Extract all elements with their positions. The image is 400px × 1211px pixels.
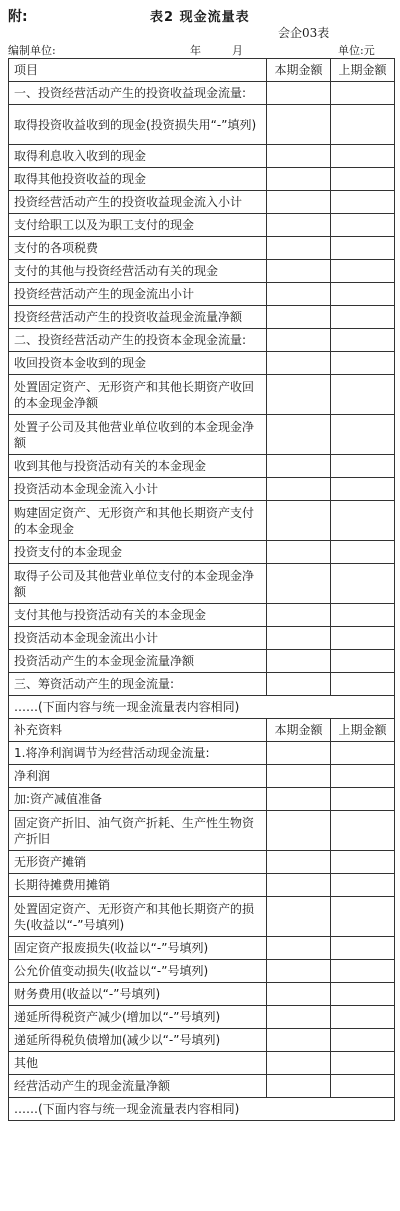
table-row bbox=[9, 105, 395, 145]
previous-amount-cell bbox=[331, 897, 395, 937]
previous-amount-cell bbox=[331, 983, 395, 1006]
row-label: 1.将净利润调节为经营活动现金流量: bbox=[9, 742, 267, 765]
current-amount-cell bbox=[267, 237, 331, 260]
current-amount-cell bbox=[267, 983, 331, 1006]
row-label: 支付其他与投资活动有关的本金现金 bbox=[9, 604, 267, 627]
current-amount-cell bbox=[267, 283, 331, 306]
row-label: 取得其他投资收益的现金 bbox=[9, 168, 267, 191]
previous-amount-cell bbox=[331, 501, 395, 541]
previous-amount-cell bbox=[331, 1052, 395, 1075]
row-label: 投资经营活动产生的投资收益现金流量净额 bbox=[9, 306, 267, 329]
previous-amount-cell bbox=[331, 105, 395, 145]
month-label: 月 bbox=[232, 44, 243, 57]
table-row bbox=[9, 283, 395, 306]
row-label: 经营活动产生的现金流量净额 bbox=[9, 1075, 267, 1098]
supplement-header-current: 本期金额 bbox=[267, 719, 331, 742]
current-amount-cell bbox=[267, 352, 331, 375]
current-amount-cell bbox=[267, 1006, 331, 1029]
current-amount-cell bbox=[267, 673, 331, 696]
previous-amount-cell bbox=[331, 1029, 395, 1052]
row-label: 支付给职工以及为职工支付的现金 bbox=[9, 214, 267, 237]
row-label: 无形资产摊销 bbox=[9, 851, 267, 874]
table-row bbox=[9, 811, 395, 851]
table-row bbox=[9, 541, 395, 564]
current-amount-cell bbox=[267, 811, 331, 851]
table-row bbox=[9, 260, 395, 283]
currency-unit-label: 单位:元 bbox=[338, 44, 375, 57]
previous-amount-cell bbox=[331, 564, 395, 604]
row-label: 投资经营活动产生的现金流出小计 bbox=[9, 283, 267, 306]
row-label: ……(下面内容与统一现金流量表内容相同) bbox=[9, 696, 395, 719]
current-amount-cell bbox=[267, 604, 331, 627]
row-label: 支付的各项税费 bbox=[9, 237, 267, 260]
previous-amount-cell bbox=[331, 874, 395, 897]
current-amount-cell bbox=[267, 1029, 331, 1052]
row-label: 取得利息收入收到的现金 bbox=[9, 145, 267, 168]
table-row bbox=[9, 375, 395, 415]
previous-amount-cell bbox=[331, 937, 395, 960]
current-amount-cell bbox=[267, 415, 331, 455]
table-row bbox=[9, 960, 395, 983]
current-amount-cell bbox=[267, 851, 331, 874]
table-row bbox=[9, 1052, 395, 1075]
row-label: 收回投资本金收到的现金 bbox=[9, 352, 267, 375]
table-row bbox=[9, 673, 395, 696]
table-row bbox=[9, 851, 395, 874]
row-label: 三、筹资活动产生的现金流量: bbox=[9, 673, 267, 696]
row-label: 取得投资收益收到的现金(投资损失用“-”填列) bbox=[9, 105, 267, 145]
current-amount-cell bbox=[267, 501, 331, 541]
current-amount-cell bbox=[267, 742, 331, 765]
table-row bbox=[9, 352, 395, 375]
year-label: 年 bbox=[190, 44, 201, 57]
table-row bbox=[9, 650, 395, 673]
previous-amount-cell bbox=[331, 237, 395, 260]
previous-amount-cell bbox=[331, 960, 395, 983]
table-row bbox=[9, 145, 395, 168]
current-amount-cell bbox=[267, 650, 331, 673]
table-row bbox=[9, 478, 395, 501]
preparer-label: 编制单位: bbox=[8, 44, 56, 57]
current-amount-cell bbox=[267, 168, 331, 191]
table-row bbox=[9, 306, 395, 329]
table-row bbox=[9, 564, 395, 604]
previous-amount-cell bbox=[331, 455, 395, 478]
previous-amount-cell bbox=[331, 329, 395, 352]
previous-amount-cell bbox=[331, 765, 395, 788]
row-label: 财务费用(收益以“-”号填列) bbox=[9, 983, 267, 1006]
table-row bbox=[9, 237, 395, 260]
table-row bbox=[9, 329, 395, 352]
row-label: 投资经营活动产生的投资收益现金流入小计 bbox=[9, 191, 267, 214]
table-row bbox=[9, 604, 395, 627]
cash-flow-table bbox=[8, 58, 395, 1121]
row-label: 投资活动本金现金流入小计 bbox=[9, 478, 267, 501]
table-header-row bbox=[9, 59, 395, 82]
table-row bbox=[9, 1029, 395, 1052]
supplement-header-row bbox=[9, 719, 395, 742]
column-header-item: 项目 bbox=[9, 59, 267, 82]
previous-amount-cell bbox=[331, 604, 395, 627]
row-label: ……(下面内容与统一现金流量表内容相同) bbox=[9, 1098, 395, 1121]
current-amount-cell bbox=[267, 960, 331, 983]
previous-amount-cell bbox=[331, 191, 395, 214]
previous-amount-cell bbox=[331, 788, 395, 811]
previous-amount-cell bbox=[331, 306, 395, 329]
table-row bbox=[9, 627, 395, 650]
current-amount-cell bbox=[267, 82, 331, 105]
previous-amount-cell bbox=[331, 260, 395, 283]
current-amount-cell bbox=[267, 564, 331, 604]
supplement-header-previous: 上期金额 bbox=[331, 719, 395, 742]
previous-amount-cell bbox=[331, 627, 395, 650]
row-label: 处置固定资产、无形资产和其他长期资产的损失(收益以“-”号填列) bbox=[9, 897, 267, 937]
table-row bbox=[9, 415, 395, 455]
previous-amount-cell bbox=[331, 650, 395, 673]
current-amount-cell bbox=[267, 1075, 331, 1098]
previous-amount-cell bbox=[331, 415, 395, 455]
current-amount-cell bbox=[267, 191, 331, 214]
previous-amount-cell bbox=[331, 1006, 395, 1029]
table-row bbox=[9, 765, 395, 788]
previous-amount-cell bbox=[331, 478, 395, 501]
form-code: 会企03表 bbox=[278, 26, 330, 40]
row-label: 支付的其他与投资经营活动有关的现金 bbox=[9, 260, 267, 283]
row-label: 加:资产减值准备 bbox=[9, 788, 267, 811]
table-row bbox=[9, 191, 395, 214]
table-row bbox=[9, 168, 395, 191]
row-label: 递延所得税负债增加(减少以“-”号填列) bbox=[9, 1029, 267, 1052]
row-label: 净利润 bbox=[9, 765, 267, 788]
table-row bbox=[9, 788, 395, 811]
previous-amount-cell bbox=[331, 283, 395, 306]
row-label: 投资支付的本金现金 bbox=[9, 541, 267, 564]
row-label: 二、投资经营活动产生的投资本金现金流量: bbox=[9, 329, 267, 352]
table-row bbox=[9, 874, 395, 897]
previous-amount-cell bbox=[331, 375, 395, 415]
row-label: 公允价值变动损失(收益以“-”号填列) bbox=[9, 960, 267, 983]
current-amount-cell bbox=[267, 765, 331, 788]
current-amount-cell bbox=[267, 329, 331, 352]
current-amount-cell bbox=[267, 375, 331, 415]
table-row bbox=[9, 455, 395, 478]
current-amount-cell bbox=[267, 788, 331, 811]
previous-amount-cell bbox=[331, 541, 395, 564]
table-row bbox=[9, 1075, 395, 1098]
row-label: 取得子公司及其他营业单位支付的本金现金净额 bbox=[9, 564, 267, 604]
current-amount-cell bbox=[267, 260, 331, 283]
table-row bbox=[9, 1006, 395, 1029]
previous-amount-cell bbox=[331, 1075, 395, 1098]
column-header-current: 本期金额 bbox=[267, 59, 331, 82]
current-amount-cell bbox=[267, 1052, 331, 1075]
row-label: 收到其他与投资活动有关的本金现金 bbox=[9, 455, 267, 478]
previous-amount-cell bbox=[331, 851, 395, 874]
previous-amount-cell bbox=[331, 673, 395, 696]
current-amount-cell bbox=[267, 306, 331, 329]
table-row bbox=[9, 742, 395, 765]
row-label: 购建固定资产、无形资产和其他长期资产支付的本金现金 bbox=[9, 501, 267, 541]
row-label: 一、投资经营活动产生的投资收益现金流量: bbox=[9, 82, 267, 105]
table-row bbox=[9, 696, 395, 719]
previous-amount-cell bbox=[331, 214, 395, 237]
current-amount-cell bbox=[267, 478, 331, 501]
current-amount-cell bbox=[267, 541, 331, 564]
row-label: 处置固定资产、无形资产和其他长期资产收回的本金现金净额 bbox=[9, 375, 267, 415]
row-label: 投资活动本金现金流出小计 bbox=[9, 627, 267, 650]
previous-amount-cell bbox=[331, 145, 395, 168]
supplement-header-label: 补充资料 bbox=[9, 719, 267, 742]
page-title: 表2 现金流量表 bbox=[150, 10, 250, 25]
row-label: 固定资产折旧、油气资产折耗、生产性生物资产折旧 bbox=[9, 811, 267, 851]
table-row bbox=[9, 501, 395, 541]
row-label: 其他 bbox=[9, 1052, 267, 1075]
current-amount-cell bbox=[267, 105, 331, 145]
attachment-label: 附: bbox=[8, 9, 28, 25]
previous-amount-cell bbox=[331, 742, 395, 765]
previous-amount-cell bbox=[331, 82, 395, 105]
table-row bbox=[9, 897, 395, 937]
row-label: 固定资产报废损失(收益以“-”号填列) bbox=[9, 937, 267, 960]
row-label: 长期待摊费用摊销 bbox=[9, 874, 267, 897]
table-row bbox=[9, 82, 395, 105]
previous-amount-cell bbox=[331, 811, 395, 851]
row-label: 递延所得税资产减少(增加以“-”号填列) bbox=[9, 1006, 267, 1029]
table-row bbox=[9, 214, 395, 237]
row-label: 处置子公司及其他营业单位收到的本金现金净额 bbox=[9, 415, 267, 455]
current-amount-cell bbox=[267, 627, 331, 650]
document-header bbox=[0, 0, 400, 60]
current-amount-cell bbox=[267, 455, 331, 478]
current-amount-cell bbox=[267, 897, 331, 937]
table-row bbox=[9, 1098, 395, 1121]
current-amount-cell bbox=[267, 214, 331, 237]
current-amount-cell bbox=[267, 145, 331, 168]
previous-amount-cell bbox=[331, 168, 395, 191]
row-label: 投资活动产生的本金现金流量净额 bbox=[9, 650, 267, 673]
previous-amount-cell bbox=[331, 352, 395, 375]
table-row bbox=[9, 983, 395, 1006]
table-row bbox=[9, 937, 395, 960]
column-header-previous: 上期金额 bbox=[331, 59, 395, 82]
current-amount-cell bbox=[267, 937, 331, 960]
current-amount-cell bbox=[267, 874, 331, 897]
